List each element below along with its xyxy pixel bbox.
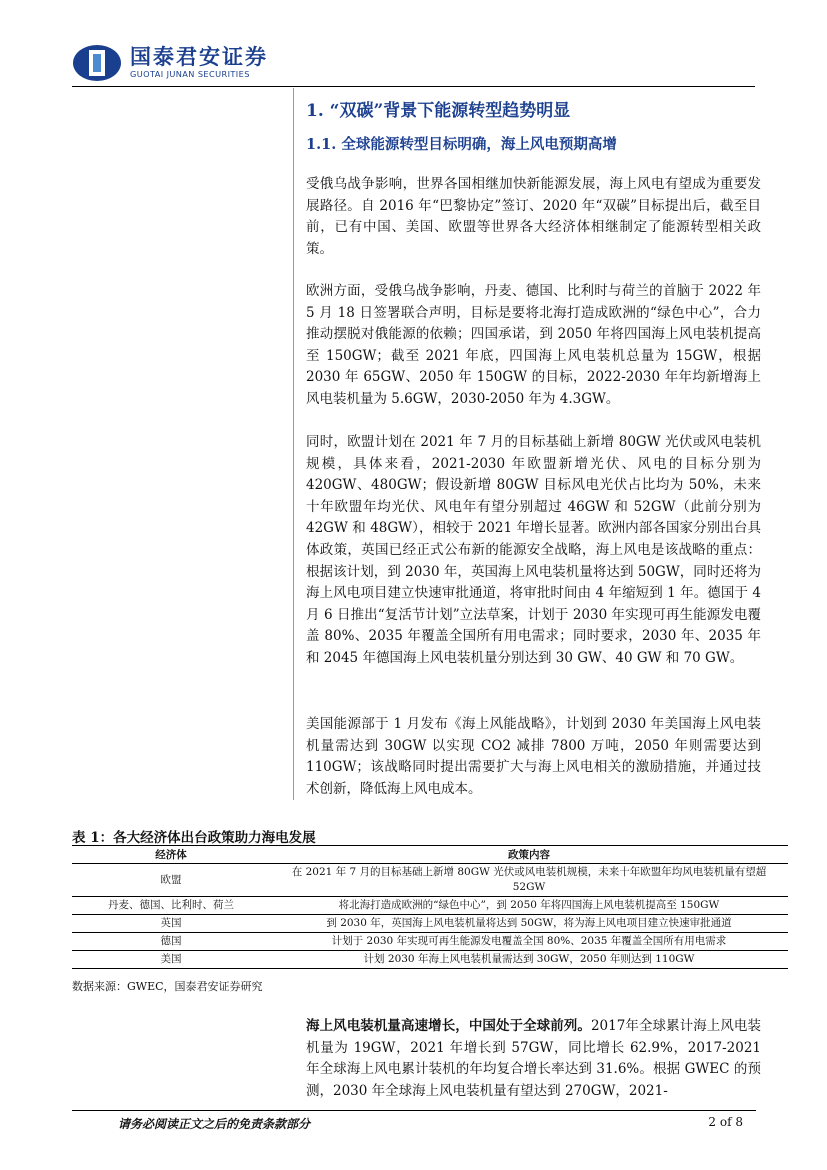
table-row xyxy=(72,864,788,897)
header-rule xyxy=(72,86,755,87)
cell-policy: 将北海打造成欧洲的“绿色中心”，到 2050 年将四国海上风电装机提高至 150GW xyxy=(270,897,788,915)
paragraph-offshore-growth xyxy=(306,1016,761,1102)
table-title: 表 1：各大经济体出台政策助力海电发展 xyxy=(72,830,316,846)
table-row xyxy=(72,951,788,969)
cell-economy: 丹麦、德国、比利时、荷兰 xyxy=(72,897,270,915)
cell-economy: 英国 xyxy=(72,915,270,933)
paragraph-eu-plan: 同时，欧盟计划在 2021 年 7 月的目标基础上新增 80GW 光伏或风电装机规模，具体来看，2021-2030 年欧盟新增光伏、风电的目标分别为 420GW、480GW；假设新增 80GW 目标风电光伏占比均为 50%，未来十年欧盟年均光伏、风电年有望分别超过 46GW 和 52GW（此前分别为 42GW 和 48GW），相较于 2021 年增长显著。欧洲内部各国家分别出台具体政策，英国已经正式公布新的能源安全战略，海上风电是该战略的重点：根据该计划，到 2030 年，英国海上风电装机量将达到 50GW，同时还将为海上风电项目建立快速审批通道，将审批时间由 4 年缩短到 1 年。德国于 4 月 6 日推出“复活节计划”立法草案，计划于 2030 年实现可再生能源发电覆盖 80%、2035 年覆盖全国所有用电需求；同时要求，2030 年、2035 年和 2045 年德国海上风电装机量分别达到 30 GW、40 GW 和 70 GW。 xyxy=(306,434,761,666)
footer-disclaimer: 请务必阅读正文之后的免责条款部分 xyxy=(118,1117,311,1131)
cell-policy: 到 2030 年，英国海上风电装机量将达到 50GW，将为海上风电项目建立快速审批通道 xyxy=(270,915,788,933)
cell-economy: 德国 xyxy=(72,933,270,951)
company-name-cn: 国泰君安证券 xyxy=(130,45,268,69)
column-divider xyxy=(293,88,294,800)
table-row xyxy=(72,915,788,933)
table-row xyxy=(72,933,788,951)
table-header-row xyxy=(72,846,788,864)
header-policy: 政策内容 xyxy=(270,846,788,864)
footer-rule xyxy=(72,1110,756,1111)
table-row xyxy=(72,897,788,915)
cell-economy: 美国 xyxy=(72,951,270,969)
cell-economy: 欧盟 xyxy=(72,864,270,897)
company-logo xyxy=(72,44,268,82)
logo-mark-icon xyxy=(72,44,122,82)
page-number: 2 of 8 xyxy=(708,1115,743,1129)
header-economy: 经济体 xyxy=(72,846,270,864)
paragraph-intro: 受俄乌战争影响，世界各国相继加快新能源发展，海上风电有望成为重要发展路径。自 2016 年“巴黎协定”签订、2020 年“双碳”目标提出后，截至目前，已有中国、美国、欧盟等世界各大经济体相继制定了能源转型相关政策。 xyxy=(306,176,761,257)
policy-table xyxy=(72,845,788,969)
paragraph-europe: 欧洲方面，受俄乌战争影响，丹麦、德国、比利时与荷兰的首脑于 2022 年 5 月 18 日签署联合声明，目标是要将北海打造成欧洲的“绿色中心”，合力推动摆脱对俄能源的依赖；四国承诺，到 2050 年将四国海上风电装机提高至 150GW；截至 2021 年底，四国海上风电装机总量为 15GW，根据 2030 年 65GW、2050 年 150GW 的目标，2022-2030 年年均新增海上风电装机量为 5.6GW，2030-2050 年为 4.3GW。 xyxy=(306,283,761,407)
subsection-heading: 1.1. 全球能源转型目标明确，海上风电预期高增 xyxy=(306,136,617,153)
paragraph-usa: 美国能源部于 1 月发布《海上风能战略》，计划到 2030 年美国海上风电装机量需达到 30GW 以实现 CO2 减排 7800 万吨，2050 年则需要达到 110GW；该战略同时提出需要扩大与海上风电相关的激励措施，并通过技术创新，降低海上风电成本。 xyxy=(306,716,761,797)
company-name-en: GUOTAI JUNAN SECURITIES xyxy=(130,69,250,79)
paragraph-body: 2017年全球累计海上风电装机量为 19GW，2021 年增长到 57GW，同比增长 62.9%，2017-2021 年全球海上风电累计装机的年均复合增长率达到 31.6%。根据 GWEC 的预测，2030 年全球海上风电装机量有望达到 270GW，2021- xyxy=(306,1018,761,1099)
paragraph-lead: 海上风电装机量高速增长，中国处于全球前列。 xyxy=(306,1018,591,1034)
cell-policy: 计划 2030 年海上风电装机量需达到 30GW，2050 年则达到 110GW xyxy=(270,951,788,969)
cell-policy: 计划于 2030 年实现可再生能源发电覆盖全国 80%、2035 年覆盖全国所有用电需求 xyxy=(270,933,788,951)
section-heading: 1. “双碳”背景下能源转型趋势明显 xyxy=(306,101,571,121)
table-source: 数据来源：GWEC，国泰君安证券研究 xyxy=(72,980,263,993)
cell-policy: 在 2021 年 7 月的目标基础上新增 80GW 光伏或风电装机规模，未来十年欧盟年均风电装机量有望超 52GW xyxy=(270,864,788,897)
